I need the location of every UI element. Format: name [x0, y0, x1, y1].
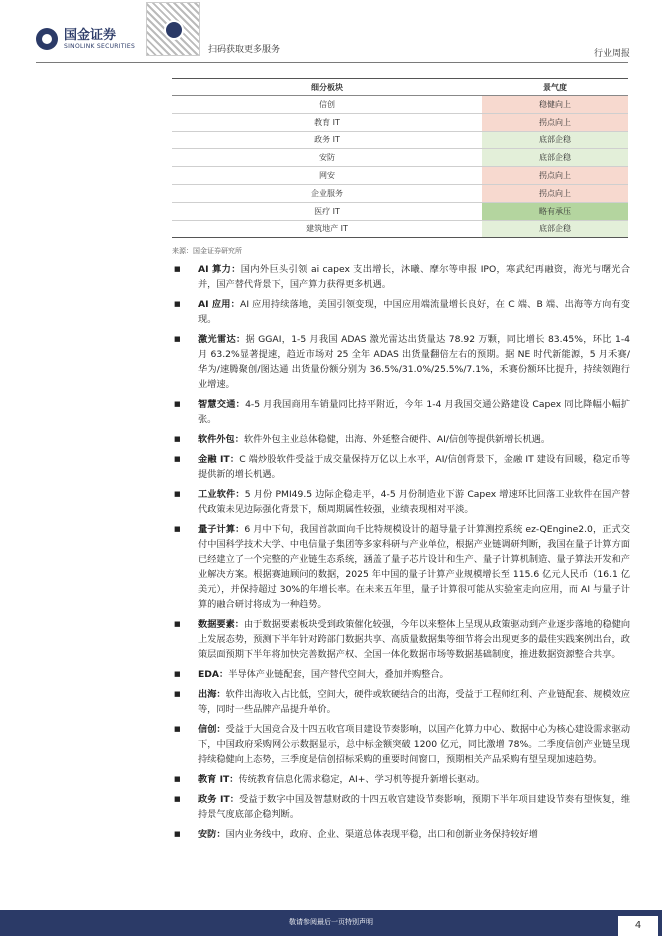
bullet-paragraph: [172, 722, 630, 767]
page-footer: [0, 910, 662, 936]
table-row: [172, 131, 628, 149]
square-bullet-icon: ■: [174, 795, 181, 803]
square-bullet-icon: ■: [174, 525, 181, 533]
column-header-segment: 细分板块: [172, 79, 482, 96]
paragraph-text: 据 GGAI，1-5 月我国 ADAS 激光雷达出货量达 78.92 万颗，同比增长 83.45%，环比 1-4 月 63.2%显著提速，趋近市场对 25 全年 ADAS 出货量翻倍左右的预期。据 NE 时代新能源，5 月禾赛/华为/速腾聚创/图达通 出货量份额分别为 36.5%/31.0%/25.5%/7.1%，禾赛份额环比提升，持续领跑行业增速。: [198, 334, 630, 390]
bullet-paragraph: [172, 332, 630, 392]
page-number: 4: [618, 916, 658, 936]
report-body: [172, 262, 630, 847]
table-source: 来源：国金证券研究所: [172, 247, 242, 255]
paragraph-text: 由于数据要素板块受到政策催化较强，今年以来整体上呈现从政策驱动到产业逐步落地的稳健向上发展态势，预测下半年针对跨部门数据共享、高质量数据集等细节将会出现更多的最佳实践案例出台，政策层面预期下半年将加快完善数据产权、全国一体化数据市场等数据基础制度，推进数据资源整合共享。: [198, 619, 631, 660]
logo-mark-icon: [36, 28, 58, 50]
paragraph-lead: 智慧交通：: [198, 399, 246, 410]
segment-cell: 建筑地产 IT: [172, 220, 482, 238]
paragraph-text: 国内外巨头引领 ai capex 支出增长，沐曦、摩尔等申报 IPO，寒武纪再融资，海光与曙光合并，国产替代背景下，国产算力获得更多机遇。: [198, 264, 630, 290]
paragraph-text: 国内业务线中，政府、企业、渠道总体表现平稳，出口和创新业务保持较好增: [225, 829, 538, 840]
paragraph-text: AI 应用持续落地，美国引领变现，中国应用端流量增长良好，在 C 端、B 端、出海等方向有变现。: [198, 299, 630, 325]
square-bullet-icon: ■: [174, 490, 181, 498]
paragraph-lead: EDA：: [198, 669, 229, 680]
status-cell: 底部企稳: [482, 131, 628, 149]
square-bullet-icon: ■: [174, 690, 181, 698]
segment-cell: 政务 IT: [172, 131, 482, 149]
bullet-paragraph: [172, 262, 630, 292]
bullet-paragraph: [172, 687, 630, 717]
paragraph-lead: 数据要素：: [198, 619, 244, 630]
status-cell: 拐点向上: [482, 113, 628, 131]
paragraph-text: 6 月中下旬，我国首款面向千比特规模设计的超导量子计算测控系统 ez-QEngine2.0，正式交付中国科学技术大学、中电信量子集团等多家科研与产业单位，根据产业链调研判断，我国在量子计算方面已经建立了一个完整的产业链生态系统，涵盖了量子芯片设计和生产、量子计算机制造、量子算法开发和产业解决方案。根据赛迪顾问的数据，2025 年中国的量子计算产业规模增长至 115.6 亿元人民币（16.1 亿美元），并保持超过 30%的年增长率。在未来五年里，量子计算很可能从实验室走向应用，而 AI 与量子计算的融合研讨将成为一种趋势。: [198, 524, 630, 610]
status-cell: 拐点向上: [482, 167, 628, 185]
paragraph-lead: 金融 IT：: [198, 454, 240, 465]
table-row: [172, 113, 628, 131]
status-cell: 底部企稳: [482, 220, 628, 238]
qr-code-icon[interactable]: [146, 2, 200, 56]
bullet-paragraph: [172, 617, 630, 662]
bullet-paragraph: [172, 452, 630, 482]
paragraph-text: 传统教育信息化需求稳定，AI+、学习机等提升新增长驱动。: [238, 774, 485, 785]
table-row: [172, 220, 628, 238]
paragraph-text: 4-5 月我国商用车销量同比持平附近，今年 1-4 月我国交通公路建设 Capex 同比降幅小幅扩张。: [198, 399, 631, 425]
status-cell: 底部企稳: [482, 149, 628, 167]
paragraph-lead: 量子计算：: [198, 524, 245, 535]
paragraph-lead: AI 算力：: [198, 264, 241, 275]
segment-cell: 医疗 IT: [172, 202, 482, 220]
status-cell: 拐点向上: [482, 184, 628, 202]
logo-english-name: SINOLINK SECURITIES: [64, 42, 136, 50]
paragraph-text: 软件外包主业总体稳健，出海、外延整合硬件、AI/信创等提供新增长机遇。: [243, 434, 551, 445]
paragraph-lead: 工业软件：: [198, 489, 245, 500]
bullet-paragraph: [172, 667, 630, 682]
bullet-paragraph: [172, 432, 630, 447]
square-bullet-icon: ■: [174, 775, 181, 783]
square-bullet-icon: ■: [174, 400, 181, 408]
header-divider: [36, 62, 628, 63]
segment-cell: 安防: [172, 149, 482, 167]
column-header-status: 景气度: [482, 79, 628, 96]
paragraph-text: C 端炒股软件受益于成交量保持万亿以上水平，AI/信创背景下，金融 IT 建设有回暖，稳定币等提供新的增长机遇。: [198, 454, 631, 480]
segment-cell: 企业服务: [172, 184, 482, 202]
paragraph-lead: 出海：: [198, 689, 226, 700]
paragraph-lead: AI 应用：: [198, 299, 241, 310]
sector-outlook-table: [172, 78, 628, 238]
square-bullet-icon: ■: [174, 265, 181, 273]
square-bullet-icon: ■: [174, 620, 181, 628]
paragraph-text: 半导体产业链配套，国产替代空间大，叠加并购整合。: [228, 669, 449, 680]
square-bullet-icon: ■: [174, 300, 181, 308]
bullet-paragraph: [172, 487, 630, 517]
square-bullet-icon: ■: [174, 670, 181, 678]
bullet-paragraph: [172, 772, 630, 787]
paragraph-text: 5 月份 PMI49.5 边际企稳走平，4-5 月份制造业下游 Capex 增速环比回落工业软件在国产替代政策未见边际强化背景下，颓周期属性较强，业绩表现相对平淡。: [198, 489, 630, 515]
footer-disclaimer: 敬请参阅最后一页特别声明: [289, 918, 373, 926]
paragraph-lead: 安防：: [198, 829, 226, 840]
company-logo: [36, 24, 135, 54]
paragraph-lead: 激光雷达：: [198, 334, 246, 345]
square-bullet-icon: ■: [174, 435, 181, 443]
bullet-paragraph: [172, 522, 630, 612]
square-bullet-icon: ■: [174, 335, 181, 343]
table-row: [172, 149, 628, 167]
status-cell: 稳健向上: [482, 96, 628, 114]
square-bullet-icon: ■: [174, 830, 181, 838]
paragraph-lead: 软件外包：: [198, 434, 244, 445]
bullet-paragraph: [172, 297, 630, 327]
table-header-row: [172, 79, 628, 96]
table-row: [172, 96, 628, 114]
paragraph-lead: 政务 IT：: [198, 794, 240, 805]
paragraph-text: 受益于数字中国及智慧财政的十四五收官建设节奏影响，预期下半年项目建设节奏有望恢复，维持景气度底部企稳判断。: [198, 794, 631, 820]
segment-cell: 教育 IT: [172, 113, 482, 131]
segment-cell: 信创: [172, 96, 482, 114]
paragraph-lead: 教育 IT：: [198, 774, 239, 785]
paragraph-text: 受益于大国竞合及十四五收官项目建设节奏影响，以国产化算力中心、数据中心为核心建设需求驱动下，中国政府采购网公示数据显示，总中标金额突破 1200 亿元，同比激增 78%。二季度信创产业链呈现持续稳健向上态势，三季度是信创招标采购的重要时间窗口，预期相关产品采购有望呈现加速趋势。: [198, 724, 631, 765]
bullet-paragraph: [172, 397, 630, 427]
paragraph-text: 软件出海收入占比低，空间大，硬件或软硬结合的出海，受益于工程师红利、产业链配套、规模效应等，同时一些品牌产品提升单价。: [198, 689, 631, 715]
bullet-paragraph: [172, 792, 630, 822]
table-row: [172, 167, 628, 185]
segment-cell: 网安: [172, 167, 482, 185]
table-row: [172, 184, 628, 202]
paragraph-lead: 信创：: [198, 724, 226, 735]
qr-center-logo-icon: [164, 20, 184, 40]
square-bullet-icon: ■: [174, 725, 181, 733]
status-cell: 略有承压: [482, 202, 628, 220]
table-row: [172, 202, 628, 220]
square-bullet-icon: ■: [174, 455, 181, 463]
page-header: [0, 0, 662, 68]
logo-chinese-name: 国金证券: [64, 27, 117, 43]
qr-caption: 扫码获取更多服务: [208, 45, 281, 55]
document-type: 行业周报: [593, 49, 630, 59]
bullet-paragraph: [172, 827, 630, 842]
